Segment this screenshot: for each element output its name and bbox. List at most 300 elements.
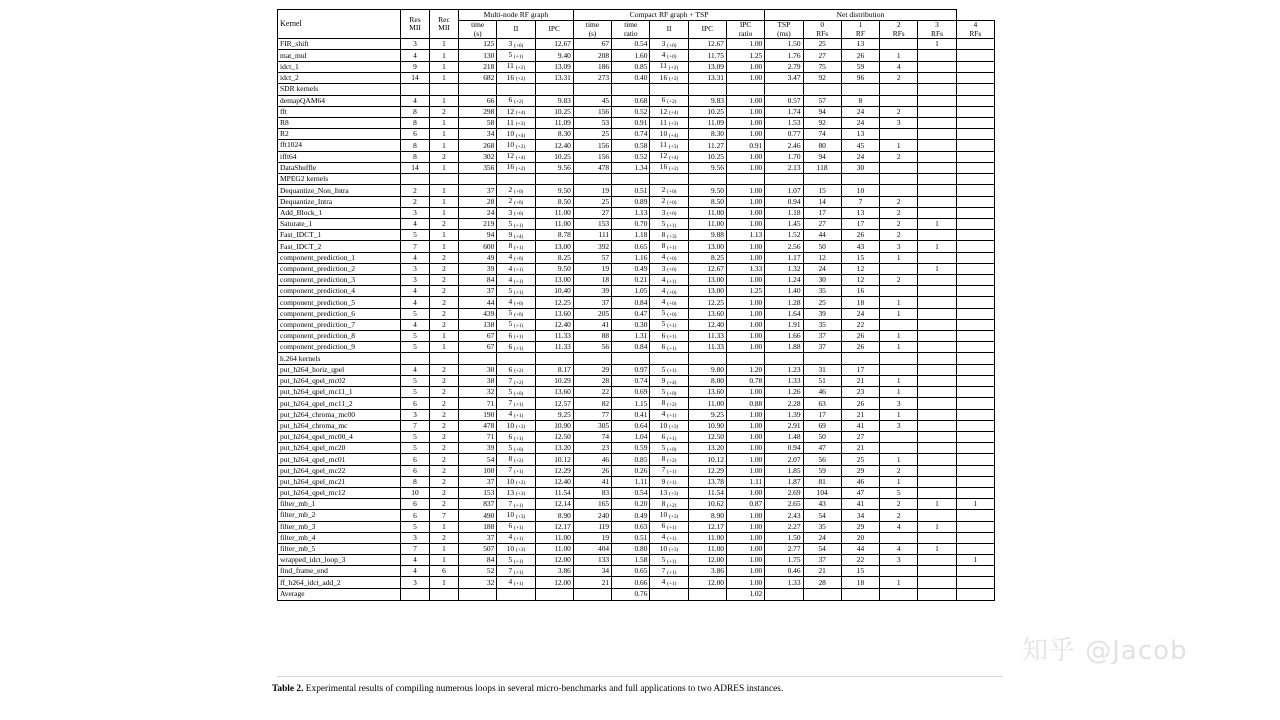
res-mii-cell: 14 <box>401 72 430 83</box>
mn-ii-cell: 4 (+0) <box>497 297 535 308</box>
kernel-name-cell: put_h264_qpel_mc20 <box>278 443 401 454</box>
cp-time-ratio-cell: 1.34 <box>612 162 650 173</box>
col-rf2-line1: 2 <box>896 20 901 30</box>
res-mii-cell: 5 <box>401 387 430 398</box>
mn-ipc-cell: 12.40 <box>535 476 573 487</box>
col-rf1-line1: 1 <box>858 20 863 30</box>
col-res-mii-line2: MII <box>409 23 421 33</box>
kernel-name-cell: filter_mb_1 <box>278 499 401 510</box>
rf0-cell: 37 <box>803 342 841 353</box>
section-label: MPEG2 kernels <box>278 173 401 185</box>
section-blank-cell <box>765 83 803 95</box>
rf1-cell: 29 <box>841 465 879 476</box>
tsp-ms-cell: 2.56 <box>765 241 803 252</box>
table-row <box>278 230 995 241</box>
cp-ii-cell: 5 (+1) <box>650 319 688 330</box>
kernel-name-cell: component_prediction_4 <box>278 286 401 297</box>
cp-time-cell: 46 <box>573 454 611 465</box>
rf0-cell: 104 <box>803 487 841 498</box>
res-mii-cell: 5 <box>401 308 430 319</box>
rf1-cell: 12 <box>841 263 879 274</box>
cp-ipc-ratio-cell: 1.00 <box>726 319 764 330</box>
cp-ii-cell: 8 (+1) <box>650 241 688 252</box>
table-row <box>278 162 995 173</box>
cp-ipc-cell: 13.31 <box>688 72 726 83</box>
mn-ipc-cell: 9.56 <box>535 162 573 173</box>
mn-ipc-cell: 8.90 <box>535 510 573 521</box>
col-res-mii-line1: Res <box>409 15 421 25</box>
cp-time-ratio-cell: 0.26 <box>612 465 650 476</box>
cp-ipc-ratio-cell: 1.00 <box>726 465 764 476</box>
rec-mii-cell: 2 <box>430 274 459 285</box>
cp-ipc-ratio-cell: 1.25 <box>726 50 764 61</box>
mn-time-cell: 49 <box>459 252 497 263</box>
kernel-name-cell: find_frame_end <box>278 566 401 577</box>
rf1-cell: 24 <box>841 151 879 162</box>
rf4-cell <box>956 207 994 218</box>
tsp-ms-cell: 1.76 <box>765 50 803 61</box>
cp-time-cell: 77 <box>573 409 611 420</box>
mn-time-cell: 39 <box>459 263 497 274</box>
table-average-row <box>278 588 995 600</box>
cp-ipc-cell: 11.33 <box>688 342 726 353</box>
cp-time-cell: 74 <box>573 432 611 443</box>
cp-ipc-ratio-cell: 0.91 <box>726 140 764 151</box>
cp-time-cell: 37 <box>573 297 611 308</box>
cp-ii-cell: 6 (+1) <box>650 330 688 341</box>
table-row <box>278 308 995 319</box>
mn-ii-cell: 5 (+1) <box>497 50 535 61</box>
tsp-ms-cell: 1.75 <box>765 555 803 566</box>
rec-mii-cell: 2 <box>430 432 459 443</box>
res-mii-cell: 5 <box>401 432 430 443</box>
cp-ipc-cell: 12.29 <box>688 465 726 476</box>
tsp-ms-cell <box>765 588 803 600</box>
cp-time-ratio-cell: 0.91 <box>612 117 650 128</box>
rf2-cell <box>880 364 918 375</box>
cp-time-ratio-cell: 0.30 <box>612 319 650 330</box>
table-row <box>278 185 995 196</box>
section-blank-cell <box>688 353 726 365</box>
rf3-cell <box>918 510 956 521</box>
tsp-ms-cell: 1.87 <box>765 476 803 487</box>
col-tsp-ms-line2: (ms) <box>777 28 791 38</box>
rf2-cell: 2 <box>880 510 918 521</box>
kernel-name-cell: put_h264_qpel_mc12 <box>278 487 401 498</box>
mn-ipc-cell: 13.20 <box>535 443 573 454</box>
cp-ipc-cell: 10.25 <box>688 106 726 117</box>
col-rf2-line2: RFs <box>892 28 905 38</box>
rec-mii-cell: 2 <box>430 106 459 117</box>
cp-ipc-cell: 9.80 <box>688 364 726 375</box>
mn-time-cell: 67 <box>459 342 497 353</box>
rf2-cell: 4 <box>880 61 918 72</box>
rec-mii-cell: 1 <box>430 72 459 83</box>
section-blank-cell <box>841 353 879 365</box>
cp-time-cell: 205 <box>573 308 611 319</box>
cp-time-ratio-cell: 0.54 <box>612 487 650 498</box>
table-caption-text: Experimental results of compiling numerous loops in several micro-benchmarks and full applications to two ADRES instances. <box>305 684 784 694</box>
cp-ii-cell: 11 (+3) <box>650 117 688 128</box>
cp-time-cell: 119 <box>573 521 611 532</box>
cp-time-ratio-cell: 1.60 <box>612 50 650 61</box>
rf2-cell <box>880 162 918 173</box>
rf2-cell: 2 <box>880 207 918 218</box>
res-mii-cell: 5 <box>401 376 430 387</box>
section-blank-cell <box>573 173 611 185</box>
cp-ipc-cell: 13.60 <box>688 308 726 319</box>
rf4-cell <box>956 566 994 577</box>
res-mii-cell: 8 <box>401 106 430 117</box>
section-blank-cell <box>841 83 879 95</box>
table-group-header-row <box>278 10 995 21</box>
cp-time-cell: 165 <box>573 499 611 510</box>
table-row <box>278 117 995 128</box>
rec-mii-cell: 2 <box>430 219 459 230</box>
table-row <box>278 274 995 285</box>
col-rf1-line2: RF <box>855 28 865 38</box>
rf0-cell: 63 <box>803 398 841 409</box>
cp-ii-cell: 5 (+1) <box>650 555 688 566</box>
cp-ii-cell: 16 (+2) <box>650 72 688 83</box>
mn-ii-cell <box>497 588 535 600</box>
cp-time-cell: 27 <box>573 207 611 218</box>
cp-ipc-cell: 12.50 <box>688 432 726 443</box>
rec-mii-cell: 1 <box>430 330 459 341</box>
rf0-cell: 80 <box>803 140 841 151</box>
col-tsp-ms <box>765 21 803 39</box>
cp-ipc-ratio-cell: 1.11 <box>726 476 764 487</box>
caption-divider <box>277 676 1002 677</box>
mn-ii-cell: 4 (+1) <box>497 263 535 274</box>
rec-mii-cell: 2 <box>430 297 459 308</box>
res-mii-cell: 8 <box>401 140 430 151</box>
section-blank-cell <box>918 353 956 365</box>
rf0-cell: 39 <box>803 308 841 319</box>
section-blank-cell <box>430 353 459 365</box>
rf1-cell: 24 <box>841 106 879 117</box>
cp-ii-cell: 11 (+3) <box>650 140 688 151</box>
mn-ii-cell: 7 (+1) <box>497 566 535 577</box>
cp-time-ratio-cell: 0.58 <box>612 140 650 151</box>
cp-ii-cell: 5 (+0) <box>650 443 688 454</box>
cp-ii-cell: 4 (+1) <box>650 577 688 588</box>
cp-ipc-ratio-cell: 1.00 <box>726 106 764 117</box>
res-mii-cell: 14 <box>401 162 430 173</box>
rf2-cell: 2 <box>880 230 918 241</box>
rf3-cell <box>918 387 956 398</box>
table-row <box>278 50 995 61</box>
rf3-cell: 1 <box>918 499 956 510</box>
table-row <box>278 577 995 588</box>
cp-ipc-ratio-cell: 1.00 <box>726 510 764 521</box>
mn-ii-cell: 16 (+2) <box>497 162 535 173</box>
kernel-name-cell: fft1024 <box>278 140 401 151</box>
cp-time-ratio-cell: 0.54 <box>612 39 650 50</box>
res-mii-cell: 5 <box>401 443 430 454</box>
rf3-cell <box>918 420 956 431</box>
col-cp-ipc-ratio <box>726 21 764 39</box>
cp-time-cell: 25 <box>573 196 611 207</box>
cp-time-cell: 53 <box>573 117 611 128</box>
rf2-cell: 1 <box>880 376 918 387</box>
cp-time-ratio-cell: 0.74 <box>612 129 650 140</box>
rec-mii-cell: 1 <box>430 207 459 218</box>
table-row <box>278 420 995 431</box>
cp-time-ratio-cell: 0.20 <box>612 499 650 510</box>
cp-time-ratio-cell: 0.64 <box>612 420 650 431</box>
cp-time-cell: 156 <box>573 140 611 151</box>
rf1-cell: 41 <box>841 420 879 431</box>
col-rf3-line1: 3 <box>935 20 939 30</box>
col-rf0-line1: 0 <box>820 20 825 30</box>
rf0-cell: 12 <box>803 252 841 263</box>
mn-ii-cell: 6 (+1) <box>497 521 535 532</box>
rf1-cell: 43 <box>841 241 879 252</box>
cp-ipc-ratio-cell: 1.00 <box>726 409 764 420</box>
tsp-ms-cell: 1.39 <box>765 409 803 420</box>
cp-ipc-ratio-cell: 1.00 <box>726 521 764 532</box>
cp-ipc-cell <box>688 588 726 600</box>
rf3-cell: 1 <box>918 241 956 252</box>
cp-ipc-ratio-cell: 1.00 <box>726 162 764 173</box>
rf0-cell: 15 <box>803 185 841 196</box>
mn-time-cell: 67 <box>459 330 497 341</box>
cp-ipc-cell: 13.00 <box>688 274 726 285</box>
kernel-name-cell: Average <box>278 588 401 600</box>
mn-ii-cell: 5 (+0) <box>497 443 535 454</box>
section-blank-cell <box>612 83 650 95</box>
rf0-cell: 25 <box>803 39 841 50</box>
section-blank-cell <box>650 83 688 95</box>
res-mii-cell: 6 <box>401 510 430 521</box>
mn-time-cell: 682 <box>459 72 497 83</box>
rf1-cell: 24 <box>841 308 879 319</box>
mn-time-cell: 32 <box>459 387 497 398</box>
res-mii-cell: 3 <box>401 409 430 420</box>
table-row <box>278 409 995 420</box>
cp-ii-cell: 7 (+1) <box>650 465 688 476</box>
watermark: 知乎 @Jacob <box>1022 636 1188 666</box>
cp-time-ratio-cell: 0.63 <box>612 521 650 532</box>
col-rf3-line2: RFs <box>931 28 943 38</box>
kernel-name-cell: put_h264_chroma_mc <box>278 420 401 431</box>
rf1-cell: 13 <box>841 129 879 140</box>
rf4-cell <box>956 39 994 50</box>
tsp-ms-cell: 1.18 <box>765 207 803 218</box>
rec-mii-cell: 1 <box>430 577 459 588</box>
res-mii-cell: 2 <box>401 196 430 207</box>
cp-ii-cell: 4 (+0) <box>650 252 688 263</box>
rec-mii-cell: 1 <box>430 39 459 50</box>
section-blank-cell <box>803 173 841 185</box>
tsp-ms-cell: 2.28 <box>765 398 803 409</box>
cp-ipc-ratio-cell: 1.00 <box>726 72 764 83</box>
mn-ipc-cell: 13.09 <box>535 61 573 72</box>
cp-time-cell: 25 <box>573 129 611 140</box>
cp-ipc-ratio-cell: 1.00 <box>726 117 764 128</box>
mn-ii-cell: 5 (+1) <box>497 555 535 566</box>
rf1-cell: 18 <box>841 297 879 308</box>
rec-mii-cell: 1 <box>430 555 459 566</box>
rf2-cell: 1 <box>880 476 918 487</box>
res-mii-cell: 4 <box>401 95 430 106</box>
rf1-cell: 45 <box>841 140 879 151</box>
section-blank-cell <box>841 173 879 185</box>
cp-ii-cell: 4 (+1) <box>650 274 688 285</box>
cp-ipc-ratio-cell: 1.00 <box>726 241 764 252</box>
rf3-cell <box>918 443 956 454</box>
mn-ii-cell: 4 (+1) <box>497 577 535 588</box>
mn-time-cell: 71 <box>459 432 497 443</box>
col-rf4-line1: 4 <box>973 20 978 30</box>
mn-ipc-cell: 11.00 <box>535 532 573 543</box>
table-row <box>278 454 995 465</box>
rf4-cell <box>956 330 994 341</box>
cp-ipc-cell: 3.86 <box>688 566 726 577</box>
rf4-cell <box>956 196 994 207</box>
cp-ii-cell: 9 (+1) <box>650 476 688 487</box>
section-blank-cell <box>497 83 535 95</box>
cp-time-ratio-cell: 0.47 <box>612 308 650 319</box>
col-mn-time-line1: time <box>471 20 485 30</box>
rf1-cell: 13 <box>841 39 879 50</box>
col-tsp-ms-line1: TSP <box>777 20 791 30</box>
rf2-cell: 4 <box>880 543 918 554</box>
kernel-name-cell: component_prediction_5 <box>278 297 401 308</box>
res-mii-cell: 9 <box>401 61 430 72</box>
rf2-cell <box>880 588 918 600</box>
cp-time-ratio-cell: 0.21 <box>612 274 650 285</box>
tsp-ms-cell: 1.28 <box>765 297 803 308</box>
rf1-cell: 23 <box>841 387 879 398</box>
mn-ii-cell: 5 (+1) <box>497 219 535 230</box>
kernel-name-cell: filter_mb_3 <box>278 521 401 532</box>
kernel-name-cell: component_prediction_3 <box>278 274 401 285</box>
rf3-cell <box>918 476 956 487</box>
cp-ii-cell: 3 (+0) <box>650 207 688 218</box>
rf3-cell <box>918 319 956 330</box>
tsp-ms-cell: 1.74 <box>765 106 803 117</box>
cp-ii-cell: 3 (+0) <box>650 263 688 274</box>
cp-ipc-ratio-cell: 1.00 <box>726 487 764 498</box>
rec-mii-cell: 1 <box>430 50 459 61</box>
mn-ipc-cell: 11.54 <box>535 487 573 498</box>
mn-ii-cell: 4 (+1) <box>497 274 535 285</box>
mn-time-cell: 490 <box>459 510 497 521</box>
rf3-cell <box>918 207 956 218</box>
cp-time-cell: 18 <box>573 274 611 285</box>
kernel-name-cell: wrapped_idct_loop_3 <box>278 555 401 566</box>
cp-time-cell: 88 <box>573 330 611 341</box>
rf3-cell <box>918 50 956 61</box>
section-blank-cell <box>918 173 956 185</box>
table-row <box>278 521 995 532</box>
tsp-ms-cell: 2.79 <box>765 61 803 72</box>
cp-ii-cell: 4 (+0) <box>650 286 688 297</box>
cp-ii-cell: 5 (+1) <box>650 219 688 230</box>
kernel-name-cell: filter_mb_2 <box>278 510 401 521</box>
cp-ipc-cell: 12.00 <box>688 577 726 588</box>
tsp-ms-cell: 0.57 <box>765 95 803 106</box>
rf0-cell: 31 <box>803 364 841 375</box>
rf3-cell: 1 <box>918 263 956 274</box>
mn-ipc-cell: 8.50 <box>535 196 573 207</box>
tsp-ms-cell: 0.94 <box>765 196 803 207</box>
cp-ipc-cell: 9.25 <box>688 409 726 420</box>
rf3-cell <box>918 465 956 476</box>
cp-ii-cell: 6 (+1) <box>650 342 688 353</box>
rf0-cell: 43 <box>803 499 841 510</box>
mn-ipc-cell: 8.25 <box>535 252 573 263</box>
section-blank-cell <box>918 83 956 95</box>
cp-ipc-ratio-cell: 1.00 <box>726 129 764 140</box>
rec-mii-cell: 1 <box>430 117 459 128</box>
cp-ipc-ratio-cell: 1.20 <box>726 364 764 375</box>
rf4-cell: 1 <box>956 499 994 510</box>
cp-ii-cell: 6 (+1) <box>650 432 688 443</box>
rf0-cell: 17 <box>803 409 841 420</box>
cp-ii-cell: 12 (+4) <box>650 151 688 162</box>
rf0-cell: 37 <box>803 555 841 566</box>
cp-time-cell: 83 <box>573 487 611 498</box>
rf4-cell <box>956 308 994 319</box>
cp-time-cell: 111 <box>573 230 611 241</box>
cp-time-ratio-cell: 1.58 <box>612 555 650 566</box>
cp-ipc-cell: 8.30 <box>688 129 726 140</box>
rf2-cell: 1 <box>880 330 918 341</box>
res-mii-cell: 2 <box>401 185 430 196</box>
cp-ipc-ratio-cell: 1.00 <box>726 219 764 230</box>
rf2-cell: 2 <box>880 465 918 476</box>
cp-ipc-cell: 9.83 <box>688 95 726 106</box>
table-row <box>278 252 995 263</box>
tsp-ms-cell: 1.52 <box>765 230 803 241</box>
col-rf0-line2: RFs <box>816 28 829 38</box>
rf3-cell <box>918 577 956 588</box>
cp-ii-cell: 10 (+3) <box>650 543 688 554</box>
rec-mii-cell: 1 <box>430 129 459 140</box>
results-table-container <box>277 9 995 601</box>
cp-ipc-cell: 9.88 <box>688 230 726 241</box>
rf1-cell: 10 <box>841 185 879 196</box>
cp-ipc-ratio-cell: 1.00 <box>726 297 764 308</box>
mn-time-cell: 125 <box>459 39 497 50</box>
cp-time-ratio-cell: 0.52 <box>612 151 650 162</box>
rf1-cell: 18 <box>841 577 879 588</box>
mn-ipc-cell: 12.50 <box>535 432 573 443</box>
rf0-cell: 54 <box>803 543 841 554</box>
table-row <box>278 319 995 330</box>
mn-time-cell: 44 <box>459 297 497 308</box>
col-group-net-distribution: Net distribution <box>765 10 956 21</box>
tsp-ms-cell: 2.43 <box>765 510 803 521</box>
rf3-cell <box>918 117 956 128</box>
rf1-cell: 7 <box>841 196 879 207</box>
rf0-cell: 28 <box>803 577 841 588</box>
rf0-cell: 24 <box>803 263 841 274</box>
res-mii-cell: 5 <box>401 342 430 353</box>
rec-mii-cell: 1 <box>430 140 459 151</box>
rf0-cell: 54 <box>803 510 841 521</box>
rf3-cell <box>918 297 956 308</box>
cp-ipc-ratio-cell: 1.00 <box>726 61 764 72</box>
kernel-name-cell: Dequantize_Intra <box>278 196 401 207</box>
rec-mii-cell: 1 <box>430 185 459 196</box>
mn-time-cell: 32 <box>459 577 497 588</box>
table-row <box>278 219 995 230</box>
rf2-cell <box>880 95 918 106</box>
